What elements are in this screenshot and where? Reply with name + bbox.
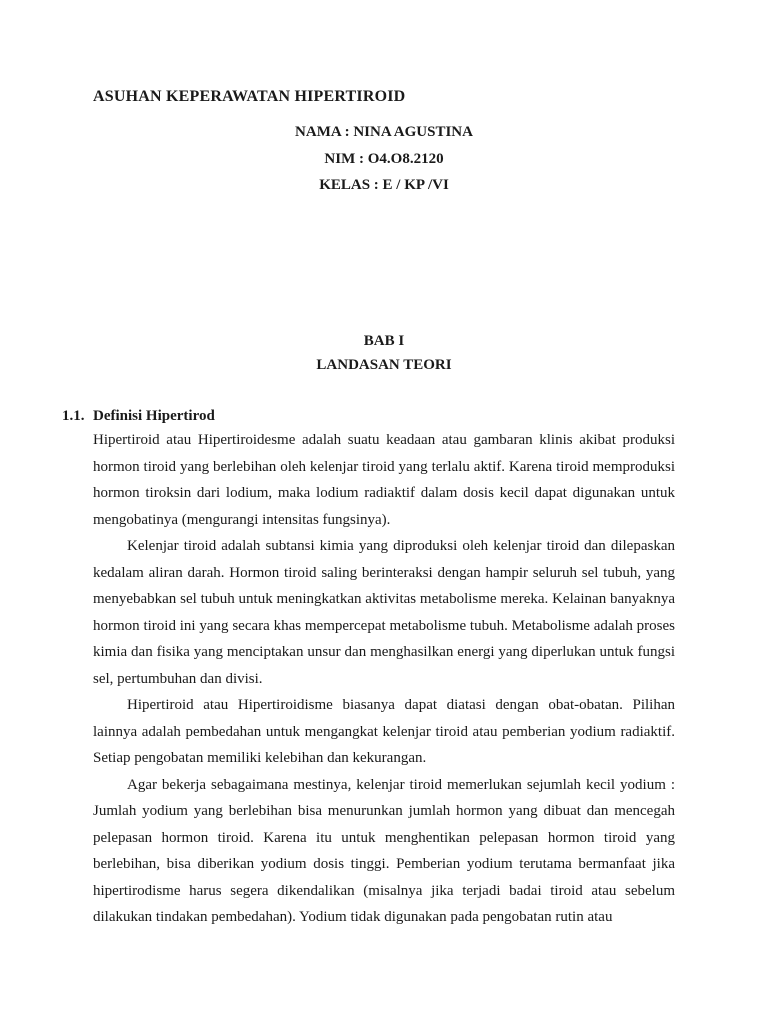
paragraph-1: Hipertiroid atau Hipertiroidesme adalah suatu keadaan atau gambaran klinis akibat produksi hormon tiroid yang berlebihan oleh kelenjar tiroid yang terlalu aktif. Karena tiroid memproduksi hormon tiroksin dari lodium, maka lodium radiaktif dalam dosis kecil dapat digunakan untuk mengobatinya (mengurangi intensitas fungsinya). xyxy=(93,432,675,528)
student-name: NAMA : NINA AGUSTINA xyxy=(295,124,473,140)
section-heading xyxy=(62,408,215,425)
paragraph-2: Kelenjar tiroid adalah subtansi kimia yang diproduksi oleh kelenjar tiroid dan dilepaskan kedalam aliran darah. Hormon tiroid saling berinteraksi dengan hampir seluruh sel tubuh, yang menyebabkan sel tubuh untuk meningkatkan aktivitas metabolisme mereka. Kelainan banyaknya hormon tiroid ini yang secara khas mempercepat metabolisme tubuh. Metabolisme adalah proses kimia dan fisika yang menciptakan unsur dan menghasilkan energi yang diperlukan untuk fungsi sel, pertumbuhan dan divisi. xyxy=(93,538,675,687)
student-class: KELAS : E / KP /VI xyxy=(319,177,449,193)
document-title: ASUHAN KEPERAWATAN HIPERTIROID xyxy=(93,88,406,105)
section-title: Definisi Hipertirod xyxy=(93,408,215,424)
paragraph-4: Agar bekerja sebagaimana mestinya, kelenjar tiroid memerlukan sejumlah kecil yodium : Jumlah yodium yang berlebihan bisa menurunkan jumlah hormon yang dibuat dan mencegah pelepasan hormon tiroid. Karena itu untuk menghentikan pelepasan hormon tiroid yang berlebihan, bisa diberikan yodium dosis tinggi. Pemberian yodium terutama bermanfaat jika hipertirodisme harus segera dikendalikan (misalnya jika terjadi badai tiroid atau sebelum dilakukan tindakan pembedahan). Yodium tidak digunakan pada pengobatan rutin atau xyxy=(93,776,675,925)
body-text xyxy=(93,427,675,931)
student-nim: NIM : O4.O8.2120 xyxy=(324,151,444,167)
chapter-title: LANDASAN TEORI xyxy=(316,357,452,373)
chapter-number: BAB I xyxy=(363,333,405,349)
section-number: 1.1. xyxy=(62,408,85,424)
paragraph-3: Hipertiroid atau Hipertiroidisme biasanya dapat diatasi dengan obat-obatan. Pilihan lainnya adalah pembedahan untuk mengangkat kelenjar tiroid atau pemberian yodium radiaktif. Setiap pengobatan memiliki kelebihan dan kekurangan. xyxy=(93,697,675,766)
